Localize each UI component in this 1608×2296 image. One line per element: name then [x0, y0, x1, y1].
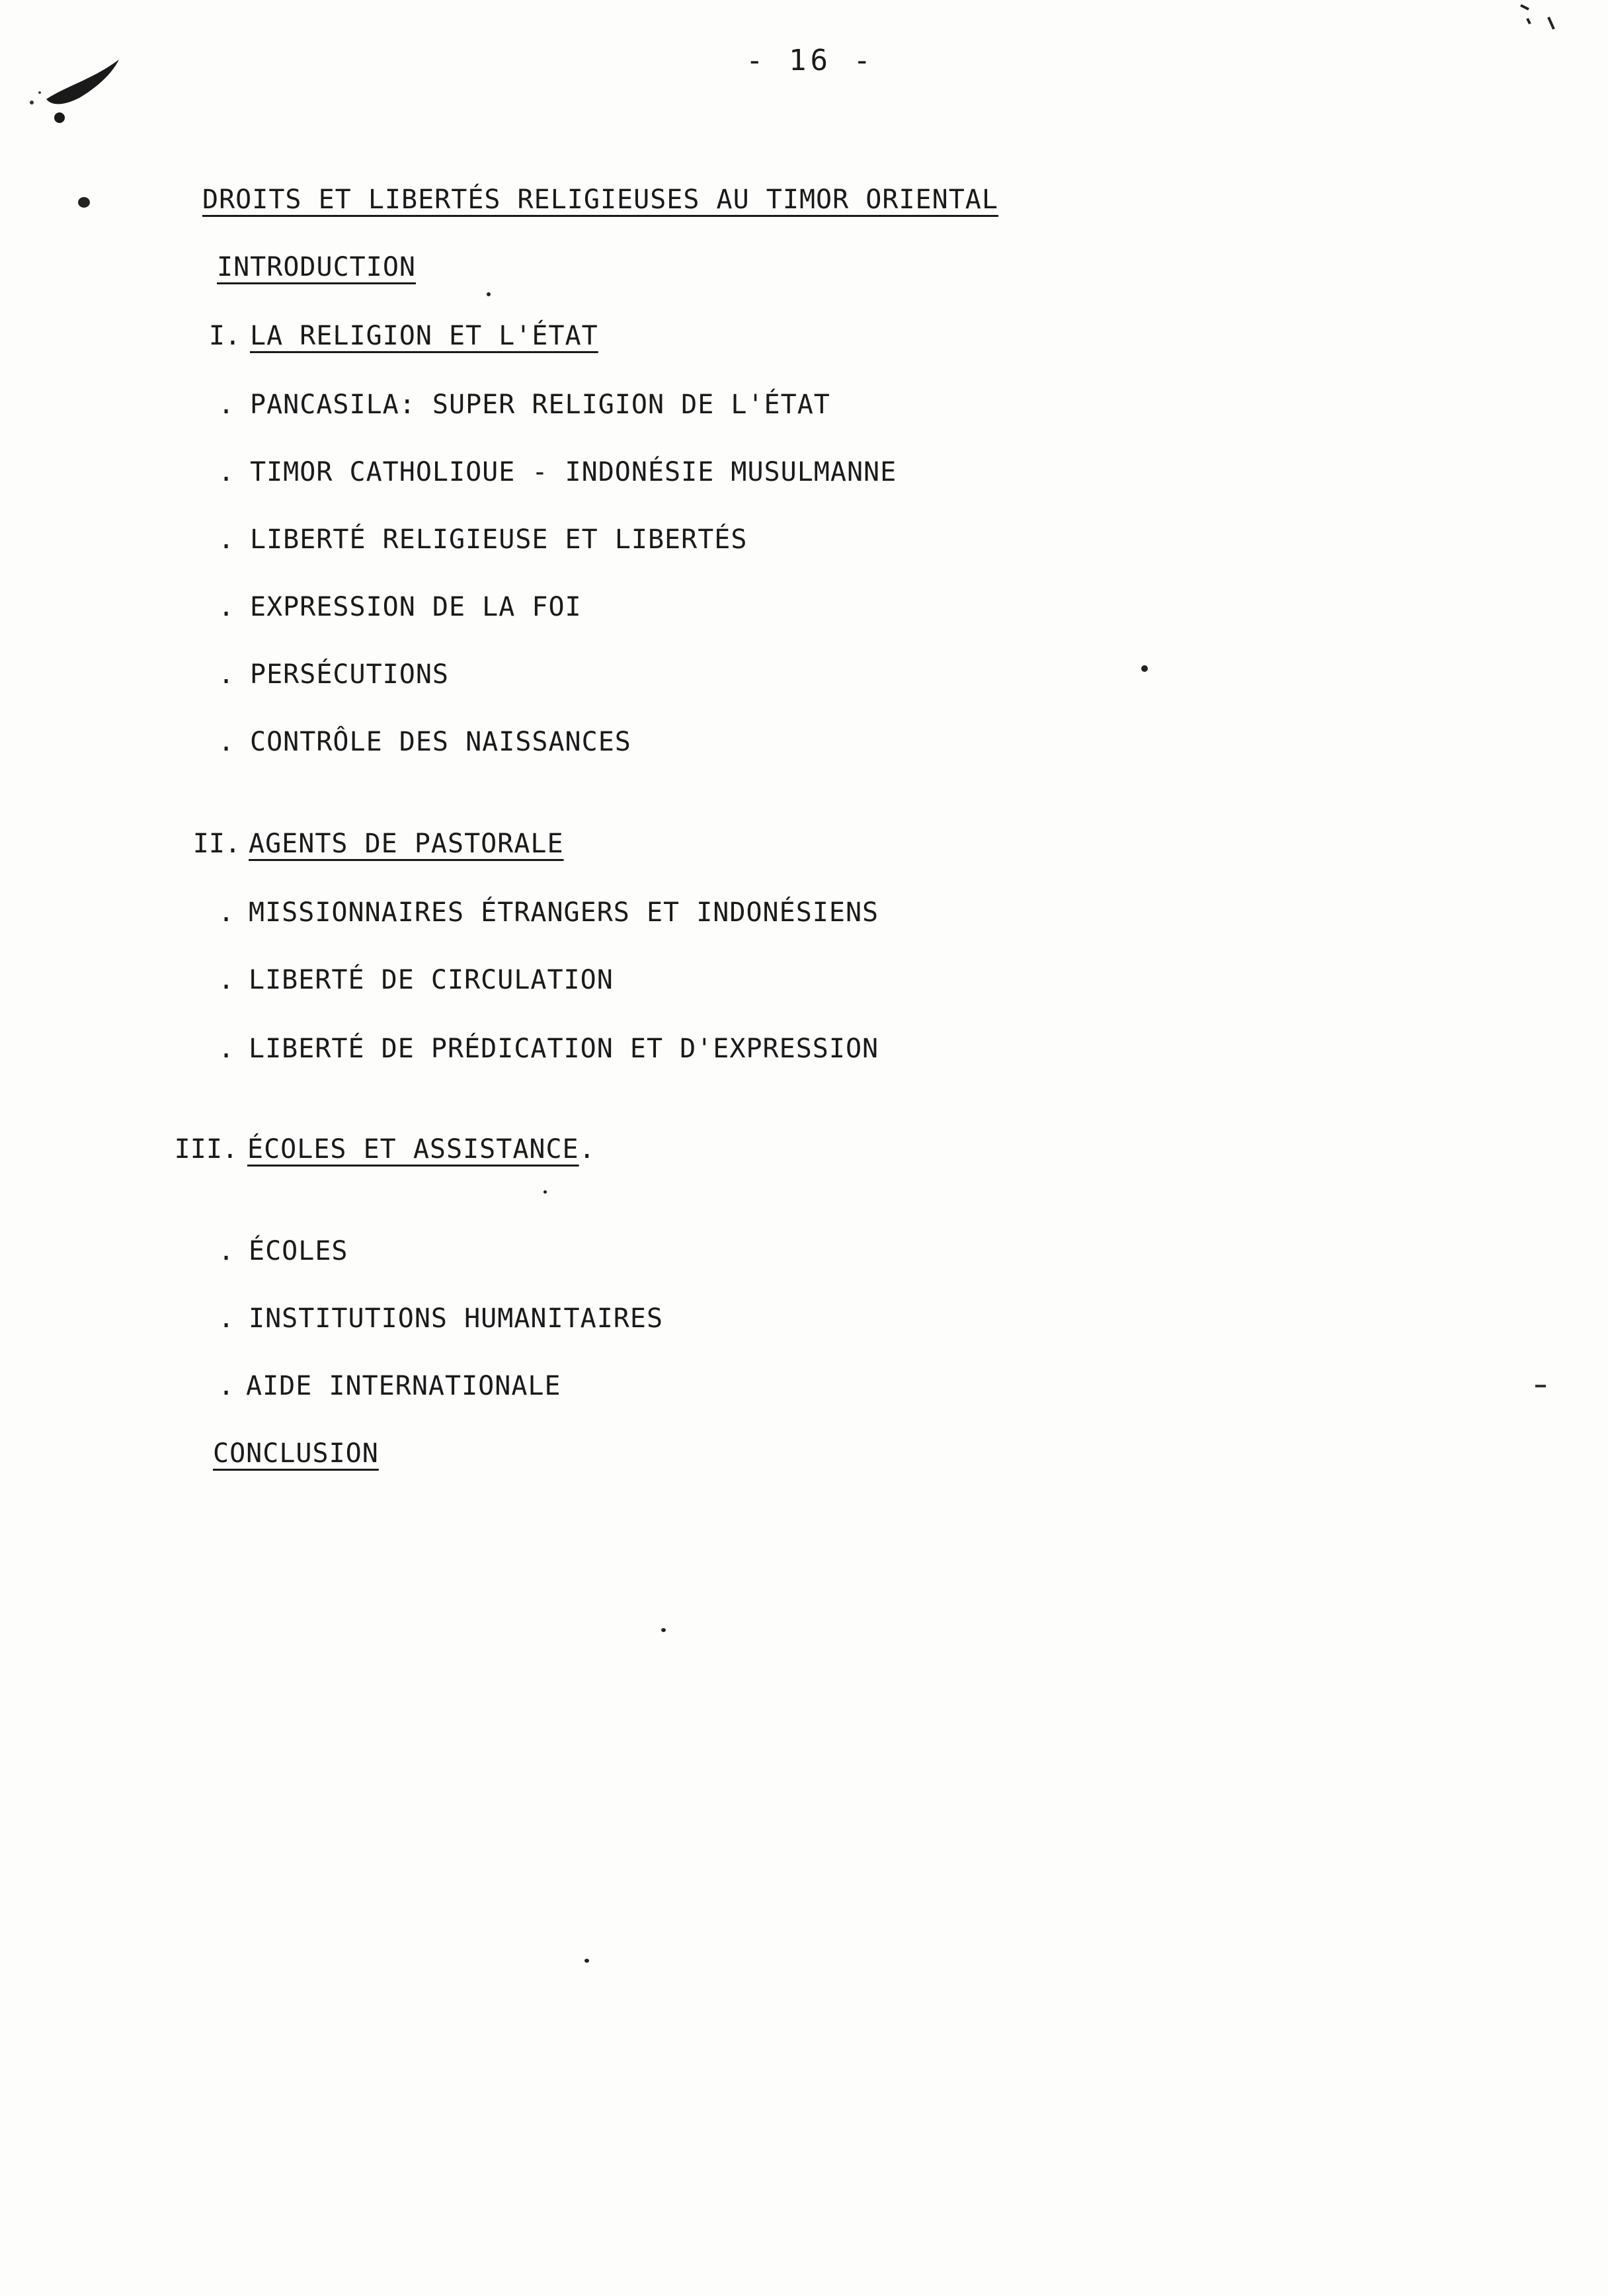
list-item: ÉCOLES	[249, 1236, 348, 1266]
list-bullet: .	[218, 1236, 235, 1266]
introduction-heading: INTRODUCTION	[217, 252, 416, 282]
list-bullet: .	[218, 1034, 235, 1064]
list-bullet: .	[218, 1371, 235, 1401]
section-numeral: II.	[192, 829, 241, 859]
list-item: TIMOR CATHOLIOUE - INDONÉSIE MUSULMANNE	[250, 457, 897, 487]
list-item: MISSIONNAIRES ÉTRANGERS ET INDONÉSIENS	[249, 897, 879, 928]
list-item: LIBERTÉ DE CIRCULATION	[249, 965, 614, 995]
list-item: CONTRÔLE DES NAISSANCES	[250, 727, 631, 757]
list-bullet: .	[218, 524, 235, 555]
speck	[487, 292, 491, 296]
margin-dash	[1535, 1385, 1546, 1387]
list-item: EXPRESSION DE LA FOI	[250, 592, 582, 622]
page-number: - 16 -	[746, 44, 875, 77]
section-numeral: I.	[208, 321, 241, 351]
section-heading-suffix: .	[579, 1134, 596, 1165]
list-bullet: .	[218, 1303, 235, 1334]
document-title: DROITS ET LIBERTÉS RELIGIEUSES AU TIMOR ORIENTAL	[202, 184, 998, 215]
speck	[584, 1959, 589, 1963]
list-item: LIBERTÉ DE PRÉDICATION ET D'EXPRESSION	[249, 1034, 879, 1064]
list-bullet: .	[218, 965, 235, 995]
list-item: PERSÉCUTIONS	[250, 659, 449, 690]
speck	[661, 1628, 666, 1632]
margin-speck	[78, 197, 90, 208]
list-bullet: .	[218, 727, 235, 757]
list-item: INSTITUTIONS HUMANITAIRES	[249, 1303, 664, 1334]
section-heading: AGENTS DE PASTORALE	[249, 829, 564, 859]
list-bullet: .	[218, 592, 235, 622]
list-bullet: .	[218, 659, 235, 690]
list-item: AIDE INTERNATIONALE	[246, 1371, 561, 1401]
list-item: PANCASILA: SUPER RELIGION DE L'ÉTAT	[250, 390, 830, 420]
corner-scratch-mark	[1514, 0, 1567, 40]
section-heading-row	[247, 1133, 596, 1165]
section-numeral: III.	[174, 1134, 238, 1165]
speck	[543, 1190, 547, 1194]
list-bullet: .	[218, 457, 235, 487]
ink-smudge-mark	[20, 40, 132, 132]
speck	[1141, 665, 1148, 672]
section-heading: LA RELIGION ET L'ÉTAT	[250, 321, 598, 351]
list-item: LIBERTÉ RELIGIEUSE ET LIBERTÉS	[250, 524, 748, 555]
conclusion-heading: CONCLUSION	[213, 1438, 379, 1469]
section-heading: ÉCOLES ET ASSISTANCE	[247, 1134, 579, 1165]
list-bullet: .	[218, 897, 235, 928]
list-bullet: .	[218, 390, 235, 420]
